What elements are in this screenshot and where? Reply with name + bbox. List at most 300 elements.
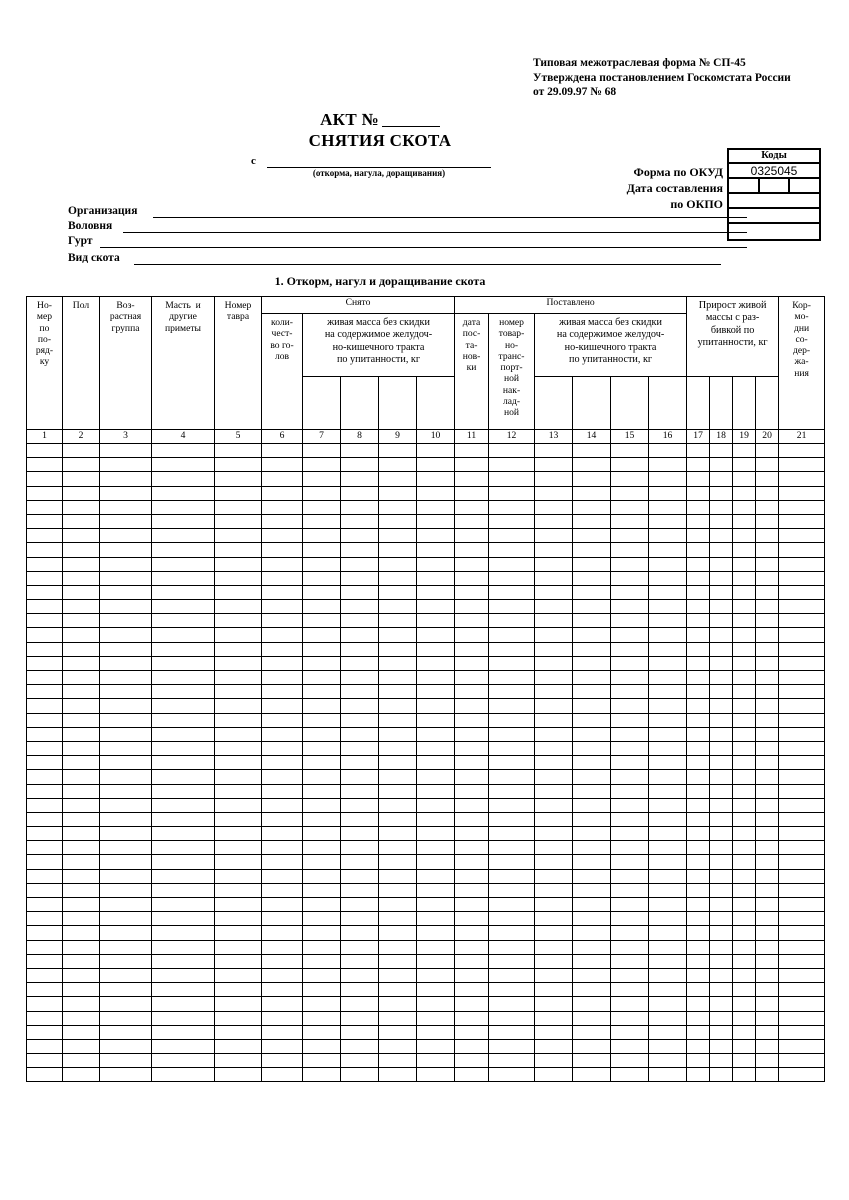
cell-r16-c1[interactable] — [27, 656, 63, 670]
cell-r2-c8[interactable] — [341, 458, 379, 472]
cell-r6-c19[interactable] — [733, 514, 756, 528]
cell-r8-c2[interactable] — [63, 543, 100, 557]
cell-r26-c8[interactable] — [341, 798, 379, 812]
cell-r6-c20[interactable] — [756, 514, 779, 528]
table-row[interactable] — [27, 727, 825, 741]
table-row[interactable] — [27, 784, 825, 798]
cell-r38-c11[interactable] — [455, 968, 489, 982]
cell-r2-c13[interactable] — [535, 458, 573, 472]
cell-r11-c13[interactable] — [535, 585, 573, 599]
cell-r24-c1[interactable] — [27, 770, 63, 784]
cell-r18-c7[interactable] — [303, 685, 341, 699]
cell-r44-c20[interactable] — [756, 1054, 779, 1068]
cell-r23-c3[interactable] — [100, 756, 152, 770]
cell-r1-c10[interactable] — [417, 444, 455, 458]
cell-r29-c4[interactable] — [152, 841, 215, 855]
cell-r18-c15[interactable] — [611, 685, 649, 699]
cell-r27-c17[interactable] — [687, 812, 710, 826]
table-row[interactable] — [27, 926, 825, 940]
table-row[interactable] — [27, 968, 825, 982]
cell-r13-c21[interactable] — [779, 614, 825, 628]
cell-r36-c18[interactable] — [710, 940, 733, 954]
cell-r24-c17[interactable] — [687, 770, 710, 784]
cell-r7-c6[interactable] — [262, 529, 303, 543]
cell-r36-c14[interactable] — [573, 940, 611, 954]
cell-r19-c21[interactable] — [779, 699, 825, 713]
field-organization-input[interactable] — [153, 217, 747, 218]
cell-r8-c1[interactable] — [27, 543, 63, 557]
cell-r3-c13[interactable] — [535, 472, 573, 486]
cell-r28-c14[interactable] — [573, 827, 611, 841]
cell-r1-c15[interactable] — [611, 444, 649, 458]
cell-r20-c7[interactable] — [303, 713, 341, 727]
cell-r8-c8[interactable] — [341, 543, 379, 557]
cell-r9-c5[interactable] — [215, 557, 262, 571]
cell-r29-c11[interactable] — [455, 841, 489, 855]
cell-r34-c1[interactable] — [27, 912, 63, 926]
cell-r13-c14[interactable] — [573, 614, 611, 628]
cell-r23-c21[interactable] — [779, 756, 825, 770]
cell-r41-c16[interactable] — [649, 1011, 687, 1025]
cell-r12-c9[interactable] — [379, 600, 417, 614]
cell-r19-c16[interactable] — [649, 699, 687, 713]
cell-r28-c21[interactable] — [779, 827, 825, 841]
table-row[interactable] — [27, 685, 825, 699]
cell-r28-c1[interactable] — [27, 827, 63, 841]
cell-r21-c1[interactable] — [27, 727, 63, 741]
cell-r20-c4[interactable] — [152, 713, 215, 727]
table-row[interactable] — [27, 628, 825, 642]
cell-r33-c3[interactable] — [100, 898, 152, 912]
cell-r29-c5[interactable] — [215, 841, 262, 855]
cell-r32-c15[interactable] — [611, 883, 649, 897]
cell-r19-c20[interactable] — [756, 699, 779, 713]
cell-r4-c6[interactable] — [262, 486, 303, 500]
cell-r34-c4[interactable] — [152, 912, 215, 926]
cell-r23-c8[interactable] — [341, 756, 379, 770]
cell-r5-c21[interactable] — [779, 500, 825, 514]
cell-r30-c12[interactable] — [489, 855, 535, 869]
cell-r29-c7[interactable] — [303, 841, 341, 855]
cell-r30-c8[interactable] — [341, 855, 379, 869]
cell-r27-c5[interactable] — [215, 812, 262, 826]
cell-r9-c19[interactable] — [733, 557, 756, 571]
cell-r31-c21[interactable] — [779, 869, 825, 883]
table-row[interactable] — [27, 940, 825, 954]
cell-r1-c20[interactable] — [756, 444, 779, 458]
cell-r22-c8[interactable] — [341, 741, 379, 755]
cell-r32-c4[interactable] — [152, 883, 215, 897]
cell-r37-c6[interactable] — [262, 954, 303, 968]
cell-r31-c12[interactable] — [489, 869, 535, 883]
cell-r14-c14[interactable] — [573, 628, 611, 642]
cell-r35-c20[interactable] — [756, 926, 779, 940]
cell-r24-c13[interactable] — [535, 770, 573, 784]
cell-r45-c7[interactable] — [303, 1068, 341, 1082]
cell-r24-c4[interactable] — [152, 770, 215, 784]
cell-r45-c12[interactable] — [489, 1068, 535, 1082]
cell-r17-c10[interactable] — [417, 671, 455, 685]
cell-r24-c5[interactable] — [215, 770, 262, 784]
cell-r44-c5[interactable] — [215, 1054, 262, 1068]
cell-r8-c14[interactable] — [573, 543, 611, 557]
cell-r16-c10[interactable] — [417, 656, 455, 670]
cell-r16-c20[interactable] — [756, 656, 779, 670]
cell-r21-c8[interactable] — [341, 727, 379, 741]
table-row[interactable] — [27, 500, 825, 514]
cell-r6-c13[interactable] — [535, 514, 573, 528]
cell-r36-c12[interactable] — [489, 940, 535, 954]
cell-r9-c16[interactable] — [649, 557, 687, 571]
cell-r31-c1[interactable] — [27, 869, 63, 883]
cell-r40-c9[interactable] — [379, 997, 417, 1011]
cell-r27-c3[interactable] — [100, 812, 152, 826]
cell-r25-c13[interactable] — [535, 784, 573, 798]
cell-r18-c13[interactable] — [535, 685, 573, 699]
table-row[interactable] — [27, 841, 825, 855]
cell-r28-c13[interactable] — [535, 827, 573, 841]
cell-r11-c12[interactable] — [489, 585, 535, 599]
cell-r16-c2[interactable] — [63, 656, 100, 670]
cell-r30-c5[interactable] — [215, 855, 262, 869]
cell-r11-c18[interactable] — [710, 585, 733, 599]
cell-r24-c2[interactable] — [63, 770, 100, 784]
cell-r5-c10[interactable] — [417, 500, 455, 514]
cell-r17-c5[interactable] — [215, 671, 262, 685]
cell-r6-c10[interactable] — [417, 514, 455, 528]
cell-r33-c12[interactable] — [489, 898, 535, 912]
cell-r19-c6[interactable] — [262, 699, 303, 713]
cell-r10-c13[interactable] — [535, 571, 573, 585]
cell-r31-c2[interactable] — [63, 869, 100, 883]
cell-r20-c2[interactable] — [63, 713, 100, 727]
cell-r37-c21[interactable] — [779, 954, 825, 968]
cell-r18-c10[interactable] — [417, 685, 455, 699]
cell-r1-c18[interactable] — [710, 444, 733, 458]
cell-r21-c5[interactable] — [215, 727, 262, 741]
cell-r10-c7[interactable] — [303, 571, 341, 585]
cell-r19-c4[interactable] — [152, 699, 215, 713]
cell-r23-c2[interactable] — [63, 756, 100, 770]
cell-r37-c3[interactable] — [100, 954, 152, 968]
cell-r32-c13[interactable] — [535, 883, 573, 897]
cell-r31-c20[interactable] — [756, 869, 779, 883]
cell-r4-c18[interactable] — [710, 486, 733, 500]
cell-r6-c1[interactable] — [27, 514, 63, 528]
cell-r7-c15[interactable] — [611, 529, 649, 543]
cell-r37-c7[interactable] — [303, 954, 341, 968]
cell-r1-c19[interactable] — [733, 444, 756, 458]
cell-r40-c4[interactable] — [152, 997, 215, 1011]
cell-r35-c16[interactable] — [649, 926, 687, 940]
cell-r19-c11[interactable] — [455, 699, 489, 713]
cell-r44-c19[interactable] — [733, 1054, 756, 1068]
cell-r7-c18[interactable] — [710, 529, 733, 543]
cell-r10-c16[interactable] — [649, 571, 687, 585]
cell-r12-c7[interactable] — [303, 600, 341, 614]
cell-r24-c18[interactable] — [710, 770, 733, 784]
cell-r26-c3[interactable] — [100, 798, 152, 812]
cell-r45-c13[interactable] — [535, 1068, 573, 1082]
cell-r8-c4[interactable] — [152, 543, 215, 557]
cell-r10-c1[interactable] — [27, 571, 63, 585]
table-row[interactable] — [27, 557, 825, 571]
cell-r21-c7[interactable] — [303, 727, 341, 741]
table-row[interactable] — [27, 912, 825, 926]
cell-r35-c19[interactable] — [733, 926, 756, 940]
cell-r25-c6[interactable] — [262, 784, 303, 798]
cell-r31-c5[interactable] — [215, 869, 262, 883]
cell-r37-c13[interactable] — [535, 954, 573, 968]
cell-r4-c20[interactable] — [756, 486, 779, 500]
cell-r15-c20[interactable] — [756, 642, 779, 656]
cell-r26-c13[interactable] — [535, 798, 573, 812]
cell-r42-c2[interactable] — [63, 1025, 100, 1039]
cell-r29-c21[interactable] — [779, 841, 825, 855]
cell-r10-c14[interactable] — [573, 571, 611, 585]
cell-r13-c5[interactable] — [215, 614, 262, 628]
cell-r21-c11[interactable] — [455, 727, 489, 741]
cell-r30-c18[interactable] — [710, 855, 733, 869]
cell-r45-c10[interactable] — [417, 1068, 455, 1082]
cell-r15-c18[interactable] — [710, 642, 733, 656]
cell-r11-c1[interactable] — [27, 585, 63, 599]
cell-r6-c2[interactable] — [63, 514, 100, 528]
cell-r1-c12[interactable] — [489, 444, 535, 458]
cell-r11-c7[interactable] — [303, 585, 341, 599]
cell-r12-c4[interactable] — [152, 600, 215, 614]
cell-r26-c18[interactable] — [710, 798, 733, 812]
table-row[interactable] — [27, 614, 825, 628]
cell-r24-c20[interactable] — [756, 770, 779, 784]
cell-r30-c2[interactable] — [63, 855, 100, 869]
cell-r42-c21[interactable] — [779, 1025, 825, 1039]
cell-r45-c9[interactable] — [379, 1068, 417, 1082]
cell-r1-c11[interactable] — [455, 444, 489, 458]
cell-r43-c1[interactable] — [27, 1039, 63, 1053]
cell-r8-c20[interactable] — [756, 543, 779, 557]
cell-r41-c18[interactable] — [710, 1011, 733, 1025]
cell-r43-c18[interactable] — [710, 1039, 733, 1053]
cell-r33-c19[interactable] — [733, 898, 756, 912]
cell-r24-c8[interactable] — [341, 770, 379, 784]
cell-r37-c10[interactable] — [417, 954, 455, 968]
cell-r27-c1[interactable] — [27, 812, 63, 826]
cell-r34-c20[interactable] — [756, 912, 779, 926]
table-row[interactable] — [27, 472, 825, 486]
cell-r36-c2[interactable] — [63, 940, 100, 954]
cell-r26-c2[interactable] — [63, 798, 100, 812]
cell-r16-c21[interactable] — [779, 656, 825, 670]
cell-r16-c12[interactable] — [489, 656, 535, 670]
cell-r5-c6[interactable] — [262, 500, 303, 514]
cell-r9-c10[interactable] — [417, 557, 455, 571]
table-row[interactable] — [27, 770, 825, 784]
cell-r26-c6[interactable] — [262, 798, 303, 812]
cell-r40-c11[interactable] — [455, 997, 489, 1011]
cell-r45-c17[interactable] — [687, 1068, 710, 1082]
cell-r4-c2[interactable] — [63, 486, 100, 500]
cell-r43-c6[interactable] — [262, 1039, 303, 1053]
cell-r21-c15[interactable] — [611, 727, 649, 741]
cell-r38-c3[interactable] — [100, 968, 152, 982]
cell-r13-c6[interactable] — [262, 614, 303, 628]
cell-r8-c6[interactable] — [262, 543, 303, 557]
cell-r13-c17[interactable] — [687, 614, 710, 628]
cell-r39-c10[interactable] — [417, 983, 455, 997]
cell-r39-c1[interactable] — [27, 983, 63, 997]
cell-r41-c8[interactable] — [341, 1011, 379, 1025]
table-row[interactable] — [27, 600, 825, 614]
cell-r11-c3[interactable] — [100, 585, 152, 599]
cell-r36-c21[interactable] — [779, 940, 825, 954]
cell-r44-c6[interactable] — [262, 1054, 303, 1068]
cell-r41-c15[interactable] — [611, 1011, 649, 1025]
cell-r26-c10[interactable] — [417, 798, 455, 812]
cell-r34-c15[interactable] — [611, 912, 649, 926]
cell-r3-c5[interactable] — [215, 472, 262, 486]
cell-r3-c8[interactable] — [341, 472, 379, 486]
cell-r20-c6[interactable] — [262, 713, 303, 727]
cell-r38-c7[interactable] — [303, 968, 341, 982]
cell-r1-c16[interactable] — [649, 444, 687, 458]
cell-r25-c4[interactable] — [152, 784, 215, 798]
cell-r12-c1[interactable] — [27, 600, 63, 614]
cell-r33-c2[interactable] — [63, 898, 100, 912]
table-row[interactable] — [27, 444, 825, 458]
cell-r5-c15[interactable] — [611, 500, 649, 514]
cell-r14-c15[interactable] — [611, 628, 649, 642]
cell-r5-c16[interactable] — [649, 500, 687, 514]
cell-r11-c11[interactable] — [455, 585, 489, 599]
cell-r5-c5[interactable] — [215, 500, 262, 514]
cell-r10-c10[interactable] — [417, 571, 455, 585]
cell-r43-c9[interactable] — [379, 1039, 417, 1053]
cell-r17-c12[interactable] — [489, 671, 535, 685]
cell-r28-c5[interactable] — [215, 827, 262, 841]
cell-r20-c8[interactable] — [341, 713, 379, 727]
cell-r34-c6[interactable] — [262, 912, 303, 926]
cell-r24-c16[interactable] — [649, 770, 687, 784]
cell-r22-c11[interactable] — [455, 741, 489, 755]
cell-r5-c20[interactable] — [756, 500, 779, 514]
cell-r6-c6[interactable] — [262, 514, 303, 528]
cell-r7-c16[interactable] — [649, 529, 687, 543]
cell-r24-c11[interactable] — [455, 770, 489, 784]
cell-r9-c3[interactable] — [100, 557, 152, 571]
cell-r41-c2[interactable] — [63, 1011, 100, 1025]
cell-r42-c4[interactable] — [152, 1025, 215, 1039]
cell-r33-c18[interactable] — [710, 898, 733, 912]
cell-r33-c6[interactable] — [262, 898, 303, 912]
cell-r11-c2[interactable] — [63, 585, 100, 599]
cell-r1-c2[interactable] — [63, 444, 100, 458]
cell-r38-c8[interactable] — [341, 968, 379, 982]
cell-r27-c4[interactable] — [152, 812, 215, 826]
cell-r33-c8[interactable] — [341, 898, 379, 912]
cell-r2-c21[interactable] — [779, 458, 825, 472]
cell-r17-c11[interactable] — [455, 671, 489, 685]
cell-r34-c13[interactable] — [535, 912, 573, 926]
cell-r44-c4[interactable] — [152, 1054, 215, 1068]
cell-r35-c6[interactable] — [262, 926, 303, 940]
cell-r25-c15[interactable] — [611, 784, 649, 798]
cell-r13-c2[interactable] — [63, 614, 100, 628]
cell-r19-c14[interactable] — [573, 699, 611, 713]
cell-r15-c12[interactable] — [489, 642, 535, 656]
cell-r7-c1[interactable] — [27, 529, 63, 543]
cell-r4-c1[interactable] — [27, 486, 63, 500]
cell-r10-c21[interactable] — [779, 571, 825, 585]
cell-r25-c20[interactable] — [756, 784, 779, 798]
cell-r27-c13[interactable] — [535, 812, 573, 826]
cell-r33-c5[interactable] — [215, 898, 262, 912]
cell-r9-c12[interactable] — [489, 557, 535, 571]
cell-r36-c5[interactable] — [215, 940, 262, 954]
cell-r9-c7[interactable] — [303, 557, 341, 571]
table-row[interactable] — [27, 486, 825, 500]
cell-r20-c14[interactable] — [573, 713, 611, 727]
cell-r43-c2[interactable] — [63, 1039, 100, 1053]
cell-r5-c13[interactable] — [535, 500, 573, 514]
cell-r4-c16[interactable] — [649, 486, 687, 500]
cell-r25-c1[interactable] — [27, 784, 63, 798]
cell-r21-c2[interactable] — [63, 727, 100, 741]
cell-r41-c20[interactable] — [756, 1011, 779, 1025]
cell-r44-c12[interactable] — [489, 1054, 535, 1068]
cell-r19-c18[interactable] — [710, 699, 733, 713]
cell-r41-c17[interactable] — [687, 1011, 710, 1025]
cell-r45-c3[interactable] — [100, 1068, 152, 1082]
cell-r27-c10[interactable] — [417, 812, 455, 826]
cell-r1-c6[interactable] — [262, 444, 303, 458]
cell-r31-c14[interactable] — [573, 869, 611, 883]
cell-r28-c17[interactable] — [687, 827, 710, 841]
cell-r22-c18[interactable] — [710, 741, 733, 755]
cell-r15-c5[interactable] — [215, 642, 262, 656]
cell-r10-c15[interactable] — [611, 571, 649, 585]
cell-r26-c17[interactable] — [687, 798, 710, 812]
cell-r39-c17[interactable] — [687, 983, 710, 997]
cell-r39-c7[interactable] — [303, 983, 341, 997]
cell-r22-c7[interactable] — [303, 741, 341, 755]
cell-r6-c16[interactable] — [649, 514, 687, 528]
cell-r30-c17[interactable] — [687, 855, 710, 869]
cell-r22-c20[interactable] — [756, 741, 779, 755]
cell-r44-c1[interactable] — [27, 1054, 63, 1068]
cell-r35-c13[interactable] — [535, 926, 573, 940]
cell-r18-c5[interactable] — [215, 685, 262, 699]
cell-r44-c18[interactable] — [710, 1054, 733, 1068]
cell-r35-c15[interactable] — [611, 926, 649, 940]
cell-r9-c20[interactable] — [756, 557, 779, 571]
cell-r45-c21[interactable] — [779, 1068, 825, 1082]
cell-r20-c12[interactable] — [489, 713, 535, 727]
cell-r31-c15[interactable] — [611, 869, 649, 883]
cell-r40-c8[interactable] — [341, 997, 379, 1011]
cell-r43-c4[interactable] — [152, 1039, 215, 1053]
cell-r33-c13[interactable] — [535, 898, 573, 912]
cell-r5-c3[interactable] — [100, 500, 152, 514]
cell-r3-c17[interactable] — [687, 472, 710, 486]
cell-r7-c9[interactable] — [379, 529, 417, 543]
cell-r45-c19[interactable] — [733, 1068, 756, 1082]
cell-r7-c4[interactable] — [152, 529, 215, 543]
cell-r20-c18[interactable] — [710, 713, 733, 727]
cell-r42-c16[interactable] — [649, 1025, 687, 1039]
cell-r29-c12[interactable] — [489, 841, 535, 855]
cell-r27-c6[interactable] — [262, 812, 303, 826]
